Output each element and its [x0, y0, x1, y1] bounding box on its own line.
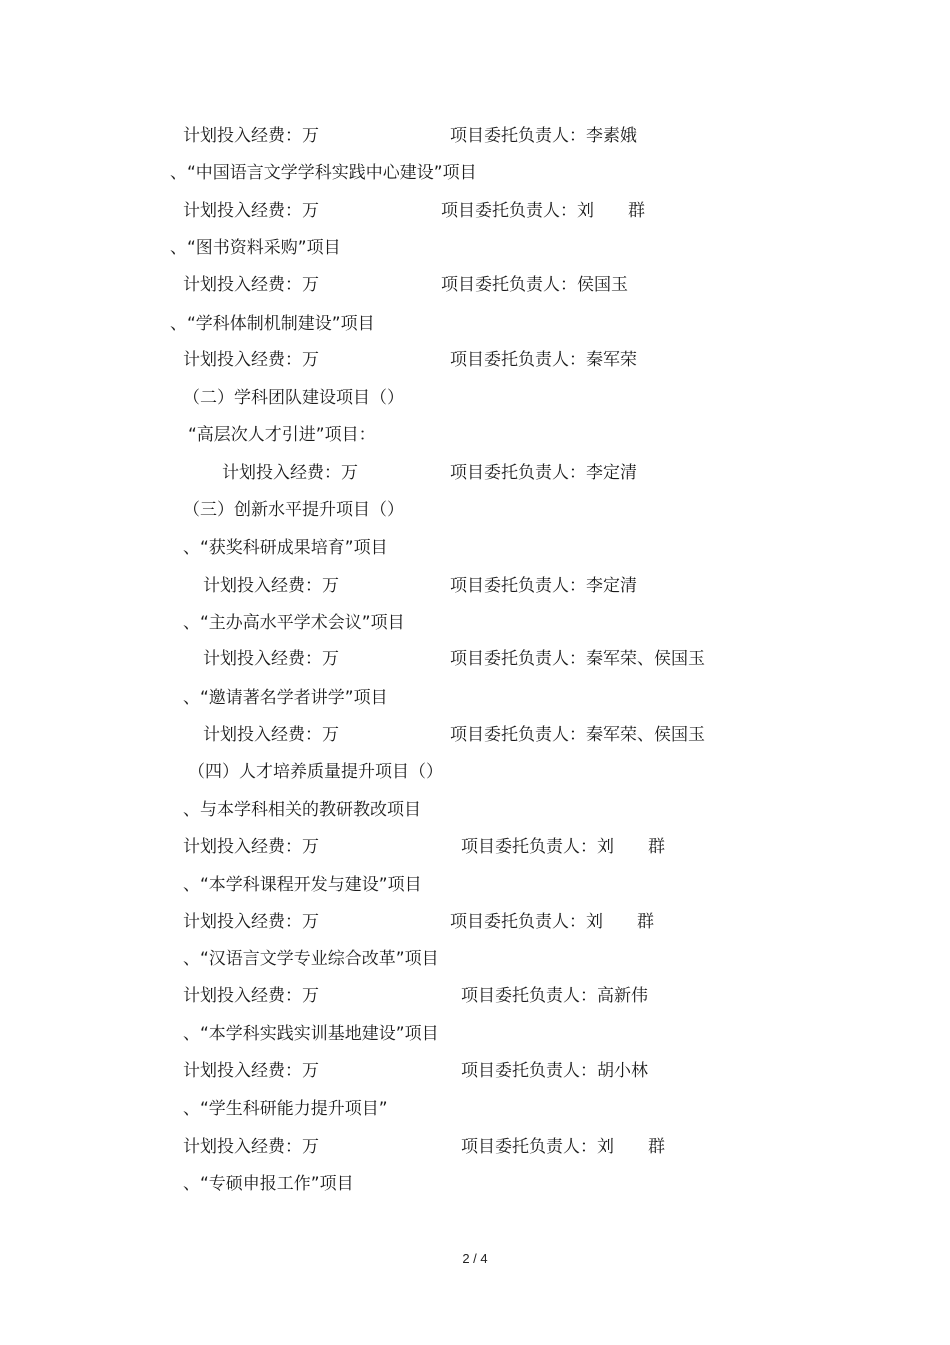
project-owner: 项目委托负责人：侯国玉: [441, 275, 628, 295]
project-owner: 项目委托负责人：刘 群: [441, 201, 645, 221]
page-number: 2 / 4: [462, 1251, 488, 1266]
project-item: 、“本学科课程开发与建设”项目: [183, 875, 422, 895]
project-item: 、“汉语言文学专业综合改革”项目: [183, 949, 439, 969]
project-item: 、“获奖科研成果培育”项目: [183, 538, 388, 558]
project-item: 、“图书资料采购”项目: [170, 238, 341, 258]
funding-label: 计划投入经费：万: [183, 126, 319, 146]
project-owner: 项目委托负责人：刘 群: [461, 1137, 665, 1157]
funding-label: 计划投入经费：万: [183, 986, 319, 1006]
project-item: 、“本学科实践实训基地建设”项目: [183, 1024, 439, 1044]
funding-label: 计划投入经费：万: [183, 912, 319, 932]
project-item: 、与本学科相关的教研教改项目: [183, 800, 421, 820]
project-owner: 项目委托负责人：李定清: [450, 463, 637, 483]
funding-label: 计划投入经费：万: [183, 201, 319, 221]
funding-label: 计划投入经费：万: [183, 350, 319, 370]
project-owner: 项目委托负责人：秦军荣: [450, 350, 637, 370]
project-owner: 项目委托负责人：秦军荣、侯国玉: [450, 725, 705, 745]
project-item: 、“学科体制机制建设”项目: [170, 314, 375, 334]
funding-label: 计划投入经费：万: [203, 649, 339, 669]
section-heading: （四）人才培养质量提升项目（）: [188, 762, 443, 782]
project-owner: 项目委托负责人：李定清: [450, 576, 637, 596]
project-owner: 项目委托负责人：秦军荣、侯国玉: [450, 649, 705, 669]
project-item: 、“专硕申报工作”项目: [183, 1174, 354, 1194]
project-owner: 项目委托负责人：胡小林: [461, 1061, 648, 1081]
project-item: 、“学生科研能力提升项目”: [183, 1099, 388, 1119]
section-heading: （二）学科团队建设项目（）: [183, 388, 404, 408]
project-item: 、“主办高水平学术会议”项目: [183, 613, 405, 633]
funding-label: 计划投入经费：万: [183, 1137, 319, 1157]
project-item: “高层次人才引进”项目：: [188, 425, 376, 445]
funding-label: 计划投入经费：万: [183, 275, 319, 295]
section-heading: （三）创新水平提升项目（）: [183, 500, 404, 520]
project-owner: 项目委托负责人：高新伟: [461, 986, 648, 1006]
project-owner: 项目委托负责人：刘 群: [450, 912, 654, 932]
project-owner: 项目委托负责人：李素娥: [450, 126, 637, 146]
project-item: 、“邀请著名学者讲学”项目: [183, 688, 388, 708]
funding-label: 计划投入经费：万: [183, 837, 319, 857]
funding-label: 计划投入经费：万: [183, 1061, 319, 1081]
funding-label: 计划投入经费：万: [222, 463, 358, 483]
project-item: 、“中国语言文学学科实践中心建设”项目: [170, 163, 477, 183]
funding-label: 计划投入经费：万: [203, 576, 339, 596]
funding-label: 计划投入经费：万: [203, 725, 339, 745]
project-owner: 项目委托负责人：刘 群: [461, 837, 665, 857]
